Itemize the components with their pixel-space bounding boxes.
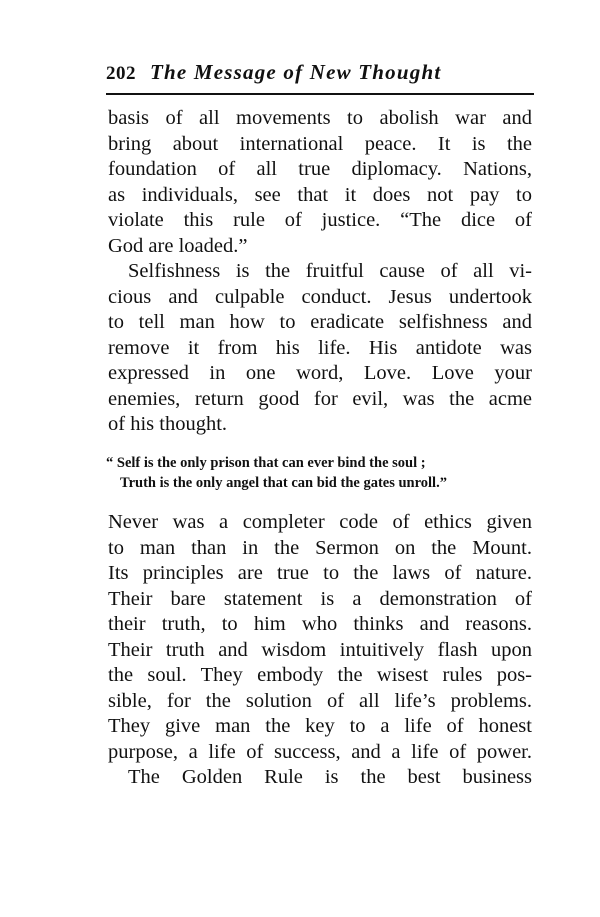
running-head [106,60,534,88]
text-line: enemies, return good for evil, was the acme [108,387,532,410]
quote-line: “ Self is the only prison that can ever bind the soul ; [106,455,426,471]
text-line: bring about international peace. It is the [108,132,532,155]
text-line: to tell man how to eradicate selfishness and [108,311,532,333]
text-line: of his thought. [108,413,228,435]
text-line: as individuals, see that it does not pay to [108,183,532,206]
text-line: Never was a completer code of ethics given [108,511,532,533]
text-line: expressed in one word, Love. Love your [108,362,532,384]
text-line: God are loaded.” [108,234,248,257]
paragraph-selfishness [108,259,532,438]
text-line: Their truth and wisdom intuitively flash upon [108,638,532,661]
text-line: the soul. They embody the wisest rules pos- [108,664,532,686]
text-line: violate this rule of justice. “The dice of [108,209,532,231]
text-line: They give man the key to a life of honest [108,715,532,737]
text-line: cious and culpable conduct. Jesus undertook [108,285,532,308]
text-line: basis of all movements to abolish war and [108,107,532,129]
text-line: sible, for the solution of all life’s problems. [108,689,532,712]
text-line: their truth, to him who thinks and reasons. [108,613,532,635]
running-title: The Message of New Thought [150,60,442,84]
paragraph-war-and-peace [108,106,532,259]
text-line: purpose, a life of success, and a life of power. [108,740,532,763]
text-line: remove it from his life. His antidote was [108,336,532,359]
text-line: Selfishness is the fruitful cause of all vi- [128,260,532,282]
paragraph-sermon-on-the-mount [108,510,532,791]
text-line: foundation of all true diplomacy. Nations, [108,158,532,180]
text-line: The Golden Rule is the best business [128,766,532,788]
header-rule-divider [106,93,534,95]
text-line: to man than in the Sermon on the Mount. [108,536,532,559]
text-line: Their bare statement is a demonstration of [108,587,532,610]
quote-line: Truth is the only angel that can bid the gates unroll.” [120,475,447,491]
text-line: Its principles are true to the laws of nature. [108,562,532,584]
block-quote [106,453,536,493]
page-number: 202 [106,63,136,84]
